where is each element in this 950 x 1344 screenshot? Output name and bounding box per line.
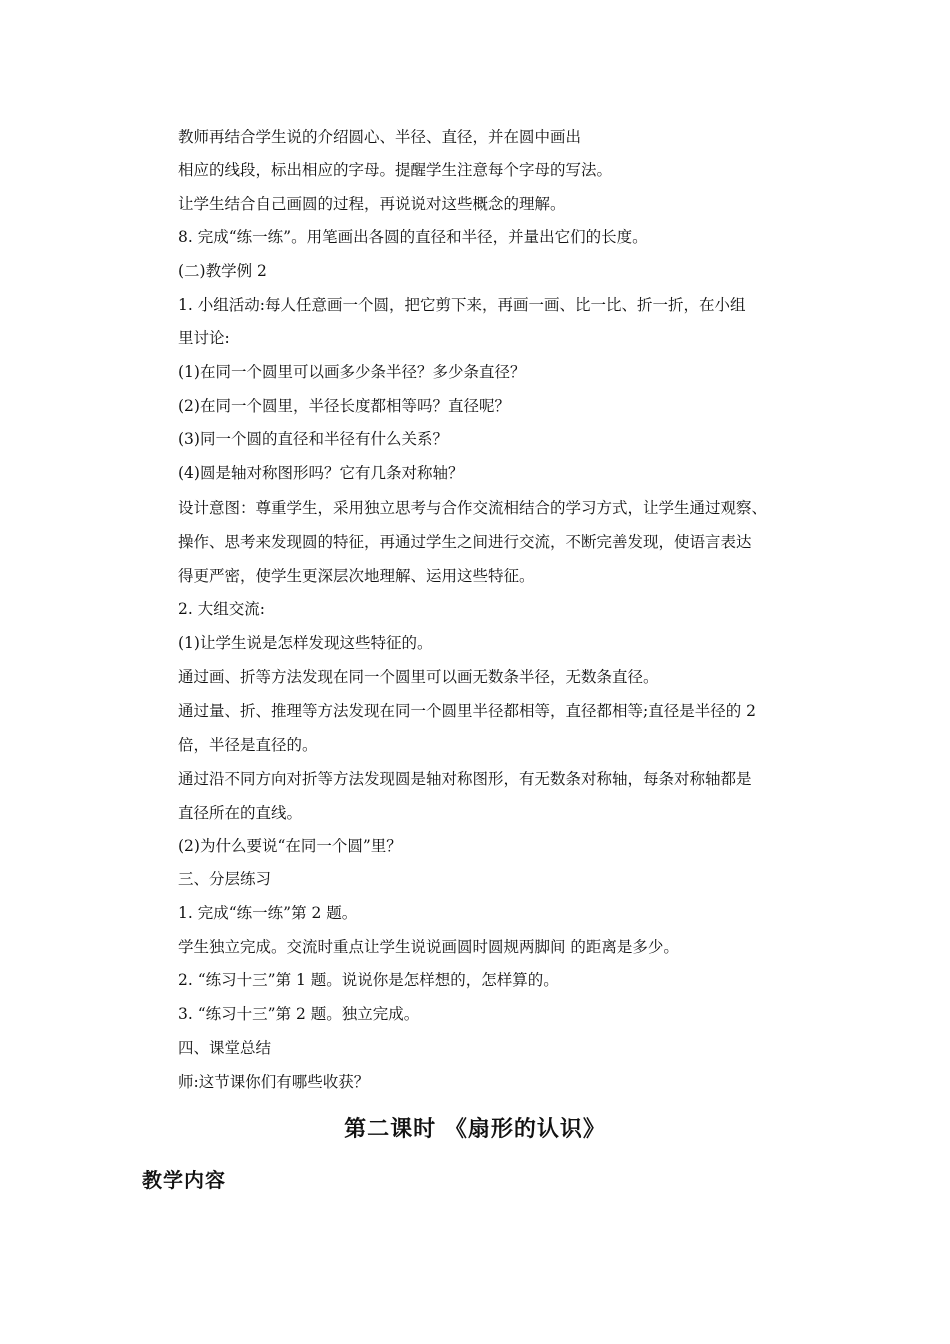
paragraph-line: 1. 完成“练一练”第 2 题。 xyxy=(178,904,358,922)
paragraph-line: 教师再结合学生说的介绍圆心、半径、直径，并在圆中画出 xyxy=(178,128,582,146)
paragraph-line: 1. 小组活动:每人任意画一个圆，把它剪下来，再画一画、比一比、折一折，在小组 xyxy=(178,296,746,314)
paragraph-line: 师:这节课你们有哪些收获？ xyxy=(178,1073,370,1091)
paragraph-line: 学生独立完成。交流时重点让学生说说画圆时圆规两脚间 的距离是多少。 xyxy=(178,938,679,956)
paragraph-line: 得更严密，使学生更深层次地理解、运用这些特征。 xyxy=(178,567,535,585)
paragraph-line: 2. “练习十三”第 1 题。说说你是怎样想的，怎样算的。 xyxy=(178,971,559,989)
paragraph-line: (1)让学生说是怎样发现这些特征的。 xyxy=(178,634,433,652)
paragraph-line: 2. 大组交流: xyxy=(178,600,265,618)
paragraph-line: 让学生结合自己画圆的过程，再说说对这些概念的理解。 xyxy=(178,195,566,213)
section-heading: 教学内容 xyxy=(142,1168,226,1192)
paragraph-line: 操作、思考来发现圆的特征，再通过学生之间进行交流，不断完善发现，使语言表达 xyxy=(178,533,752,551)
subsection-heading: 三、分层练习 xyxy=(178,870,272,888)
paragraph-line: 通过画、折等方法发现在同一个圆里可以画无数条半径，无数条直径。 xyxy=(178,668,659,686)
paragraph-line: 设计意图：尊重学生，采用独立思考与合作交流相结合的学习方式，让学生通过观察、 xyxy=(178,499,768,517)
question-item: (3)同一个圆的直径和半径有什么关系？ xyxy=(178,430,448,448)
paragraph-line: 通过量、折、推理等方法发现在同一个圆里半径都相等，直径都相等;直径是半径的 2 xyxy=(178,702,757,720)
subsection-heading: 四、课堂总结 xyxy=(178,1039,272,1057)
question-item: (2)在同一个圆里，半径长度都相等吗？直径呢？ xyxy=(178,397,510,415)
subsection-heading: (二)教学例 2 xyxy=(178,262,267,280)
paragraph-line: 3. “练习十三”第 2 题。独立完成。 xyxy=(178,1005,420,1023)
paragraph-line: 8. 完成“练一练”。用笔画出各圆的直径和半径，并量出它们的长度。 xyxy=(178,228,648,246)
paragraph-line: 通过沿不同方向对折等方法发现圆是轴对称图形，有无数条对称轴，每条对称轴都是 xyxy=(178,770,752,788)
paragraph-line: (2)为什么要说“在同一个圆”里？ xyxy=(178,837,402,855)
question-item: (1)在同一个圆里可以画多少条半径？多少条直径？ xyxy=(178,363,526,381)
paragraph-line: 里讨论: xyxy=(178,329,230,347)
lesson-title: 第二课时 《扇形的认识》 xyxy=(344,1117,606,1142)
paragraph-line: 倍，半径是直径的。 xyxy=(178,736,318,754)
question-item: (4)圆是轴对称图形吗？它有几条对称轴？ xyxy=(178,464,464,482)
paragraph-line: 相应的线段，标出相应的字母。提醒学生注意每个字母的写法。 xyxy=(178,161,613,179)
paragraph-line: 直径所在的直线。 xyxy=(178,804,303,822)
